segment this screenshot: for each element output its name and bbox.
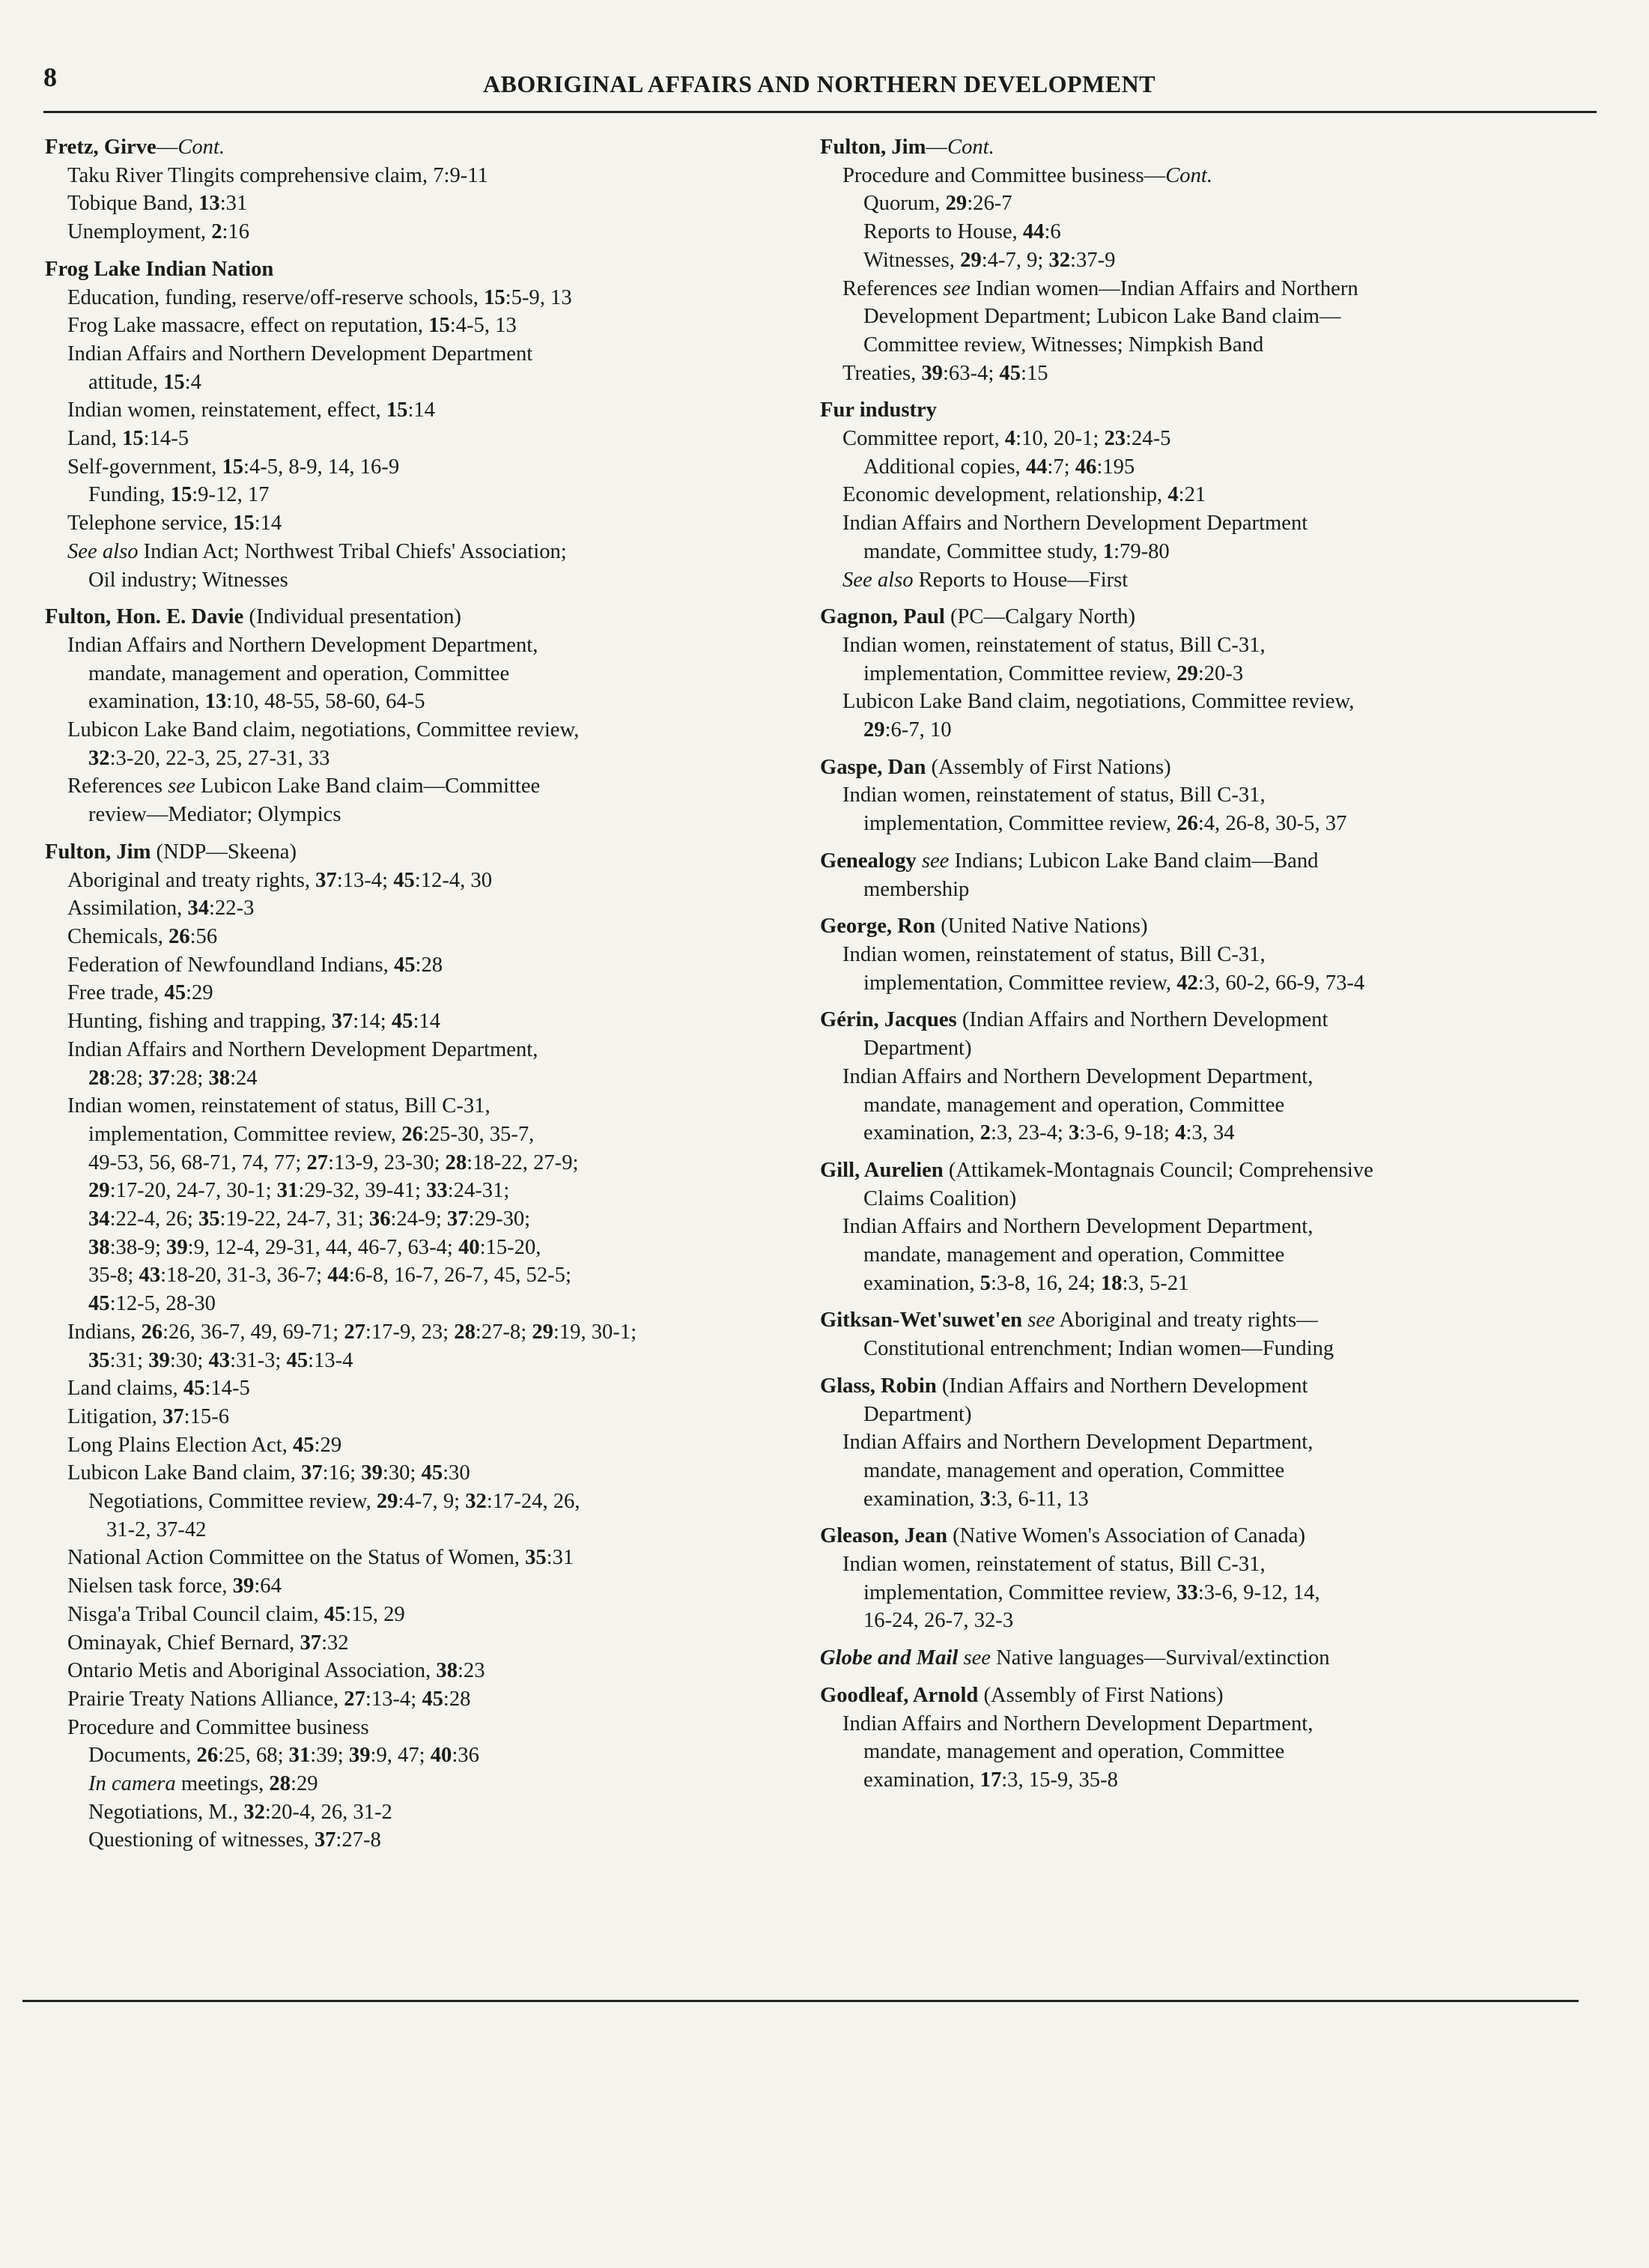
entry-subline: membership bbox=[863, 877, 970, 901]
entry-subline: Telephone service, 15:14 bbox=[67, 512, 282, 536]
entry-subline: Indian women, reinstatement of status, Bill C-31, bbox=[842, 633, 1266, 657]
entry-subline: References see Indian women—Indian Affairs and Northern bbox=[842, 276, 1358, 300]
entry-subline: Committee report, 4:10, 20-1; 23:24-5 bbox=[842, 427, 1171, 451]
entry-subline: Hunting, fishing and trapping, 37:14; 45:14 bbox=[67, 1010, 440, 1034]
entry-subline: Quorum, 29:26-7 bbox=[863, 192, 1012, 216]
entry-heading: Fretz, Girve—Cont. bbox=[45, 136, 225, 159]
entry-subline: examination, 2:3, 23-4; 3:3-6, 9-18; 4:3, 34 bbox=[863, 1121, 1235, 1145]
entry-subline: Land claims, 45:14-5 bbox=[67, 1377, 250, 1401]
entry-subline: implementation, Committee review, 33:3-6, 9-12, 14, bbox=[863, 1580, 1320, 1604]
entry-subline: Unemployment, 2:16 bbox=[67, 220, 250, 244]
entry-subline: Indian Affairs and Northern Development Department, bbox=[67, 1037, 538, 1061]
entry-subline: References see Lubicon Lake Band claim—Committee bbox=[67, 774, 541, 798]
entry-subline: Procedure and Committee business bbox=[67, 1715, 369, 1739]
entry-subline: Documents, 26:25, 68; 31:39; 39:9, 47; 40:36 bbox=[88, 1744, 479, 1768]
entry-subline: mandate, management and operation, Committee bbox=[863, 1093, 1285, 1117]
entry-subline: 29:6-7, 10 bbox=[863, 718, 952, 742]
entry-subline: Self-government, 15:4-5, 8-9, 14, 16-9 bbox=[67, 455, 400, 479]
entry-heading: George, Ron (United Native Nations) bbox=[820, 915, 1148, 939]
entry-subline: Department) bbox=[863, 1037, 972, 1061]
entry-subline: examination, 17:3, 15-9, 35-8 bbox=[863, 1768, 1118, 1792]
index-entry bbox=[45, 133, 816, 246]
footer-rule bbox=[22, 2000, 1579, 2002]
entry-subline: implementation, Committee review, 29:20-3 bbox=[863, 661, 1244, 685]
entry-subline: Indian Affairs and Northern Development Department, bbox=[842, 1431, 1314, 1455]
entry-subline: Federation of Newfoundland Indians, 45:28 bbox=[67, 953, 443, 977]
entry-subline: Economic development, relationship, 4:21 bbox=[842, 483, 1206, 507]
entry-subline: Witnesses, 29:4-7, 9; 32:37-9 bbox=[863, 248, 1116, 272]
entry-subline: 35-8; 43:18-20, 31-3, 36-7; 44:6-8, 16-7, 26-7, 45, 52-5; bbox=[88, 1264, 571, 1288]
entry-subline: Indian Affairs and Northern Development Department, bbox=[842, 1711, 1314, 1735]
entry-subline: mandate, management and operation, Committee bbox=[863, 1243, 1285, 1267]
entry-subline: Education, funding, reserve/off-reserve schools, 15:5-9, 13 bbox=[67, 285, 572, 309]
index-entry bbox=[820, 912, 1599, 997]
entry-heading: Fulton, Jim (NDP—Skeena) bbox=[45, 840, 297, 864]
entry-subline: 31-2, 37-42 bbox=[106, 1517, 207, 1541]
index-entry bbox=[820, 133, 1599, 387]
entry-subline: 35:31; 39:30; 43:31-3; 45:13-4 bbox=[88, 1348, 353, 1372]
entry-subline: mandate, management and operation, Committee bbox=[88, 661, 510, 685]
entry-subline: Indian Affairs and Northern Development Department, bbox=[67, 633, 538, 657]
entry-subline: 45:12-5, 28-30 bbox=[88, 1292, 216, 1316]
entry-subline: Land, 15:14-5 bbox=[67, 427, 189, 451]
index-entry bbox=[45, 603, 816, 829]
index-entry bbox=[820, 1372, 1599, 1514]
entry-subline: implementation, Committee review, 26:4, 26-8, 30-5, 37 bbox=[863, 812, 1347, 836]
page-header bbox=[43, 61, 1595, 114]
entry-subline: Indian Affairs and Northern Development Department, bbox=[842, 1215, 1314, 1239]
index-column-left bbox=[45, 133, 816, 1864]
entry-heading: Gleason, Jean (Native Women's Association of Canada) bbox=[820, 1524, 1305, 1548]
entry-subline: Lubicon Lake Band claim, negotiations, Committee review, bbox=[67, 718, 580, 742]
entry-subline: Nielsen task force, 39:64 bbox=[67, 1574, 282, 1598]
entry-heading: Globe and Mail see Native languages—Survival/extinction bbox=[820, 1646, 1330, 1670]
entry-subline: Oil industry; Witnesses bbox=[88, 568, 288, 592]
entry-subline: Long Plains Election Act, 45:29 bbox=[67, 1433, 342, 1457]
entry-subline: examination, 5:3-8, 16, 24; 18:3, 5-21 bbox=[863, 1271, 1189, 1295]
page-number: 8 bbox=[43, 62, 57, 92]
index-entry bbox=[820, 603, 1599, 745]
entry-heading: Fulton, Jim—Cont. bbox=[820, 136, 994, 159]
entry-subline: 49-53, 56, 68-71, 74, 77; 27:13-9, 23-30; 28:18-22, 27-9; bbox=[88, 1150, 579, 1174]
entry-subline: Frog Lake massacre, effect on reputation, 15:4-5, 13 bbox=[67, 314, 517, 338]
entry-subline: Aboriginal and treaty rights, 37:13-4; 45:12-4, 30 bbox=[67, 868, 493, 892]
entry-subline: Ominayak, Chief Bernard, 37:32 bbox=[67, 1631, 349, 1655]
entry-subline: Free trade, 45:29 bbox=[67, 981, 213, 1005]
entry-subline: attitude, 15:4 bbox=[88, 370, 201, 394]
entry-subline: Indian Affairs and Northern Development Department bbox=[67, 342, 533, 366]
entry-heading: Frog Lake Indian Nation bbox=[45, 257, 274, 281]
entry-subline: 34:22-4, 26; 35:19-22, 24-7, 31; 36:24-9; 37:29-30; bbox=[88, 1207, 531, 1231]
entry-subline: 38:38-9; 39:9, 12-4, 29-31, 44, 46-7, 63-4; 40:15-20, bbox=[88, 1235, 541, 1259]
running-head: ABORIGINAL AFFAIRS AND NORTHERN DEVELOPMENT bbox=[482, 70, 1156, 97]
entry-heading: Goodleaf, Arnold (Assembly of First Nations) bbox=[820, 1683, 1224, 1707]
entry-subline: Indian women, reinstatement, effect, 15:14 bbox=[67, 398, 435, 422]
entry-subline: 32:3-20, 22-3, 25, 27-31, 33 bbox=[88, 746, 330, 770]
entry-subline: mandate, management and operation, Committee bbox=[863, 1458, 1285, 1482]
entry-subline: examination, 13:10, 48-55, 58-60, 64-5 bbox=[88, 690, 425, 714]
entry-subline: Nisga'a Tribal Council claim, 45:15, 29 bbox=[67, 1602, 405, 1626]
entry-subline: Ontario Metis and Aboriginal Association, 38:23 bbox=[67, 1659, 485, 1683]
entry-subline: See also Indian Act; Northwest Tribal Chiefs' Association; bbox=[67, 539, 567, 563]
entry-subline: review—Mediator; Olympics bbox=[88, 803, 341, 827]
entry-subline: Indian Affairs and Northern Development Department bbox=[842, 512, 1308, 536]
entry-subline: Questioning of witnesses, 37:27-8 bbox=[88, 1828, 381, 1852]
entry-subline: Indian Affairs and Northern Development Department, bbox=[842, 1064, 1314, 1088]
entry-heading: Glass, Robin (Indian Affairs and Northern Development bbox=[820, 1374, 1308, 1398]
entry-subline: implementation, Committee review, 26:25-30, 35-7, bbox=[88, 1122, 535, 1146]
index-entry bbox=[820, 1522, 1599, 1635]
index-entry bbox=[820, 847, 1599, 903]
entry-subline: Negotiations, Committee review, 29:4-7, 9; 32:17-24, 26, bbox=[88, 1490, 580, 1514]
entry-subline: mandate, Committee study, 1:79-80 bbox=[863, 539, 1170, 563]
entry-subline: Chemicals, 26:56 bbox=[67, 924, 218, 948]
entry-subline: Prairie Treaty Nations Alliance, 27:13-4; 45:28 bbox=[67, 1687, 471, 1711]
index-entry bbox=[820, 1306, 1599, 1362]
entry-subline: Indians, 26:26, 36-7, 49, 69-71; 27:17-9, 23; 28:27-8; 29:19, 30-1; bbox=[67, 1320, 637, 1344]
entry-subline: Litigation, 37:15-6 bbox=[67, 1404, 230, 1428]
index-column-right bbox=[820, 133, 1599, 1804]
index-entry bbox=[820, 754, 1599, 838]
index-entry bbox=[820, 1156, 1599, 1298]
entry-subline: Development Department; Lubicon Lake Band claim— bbox=[863, 305, 1341, 329]
entry-subline: Funding, 15:9-12, 17 bbox=[88, 483, 270, 507]
index-entry bbox=[820, 396, 1599, 594]
entry-subline: 16-24, 26-7, 32-3 bbox=[863, 1609, 1014, 1633]
entry-subline: Indian women, reinstatement of status, Bill C-31, bbox=[842, 783, 1266, 807]
entry-heading: Gitksan-Wet'suwet'en see Aboriginal and treaty rights— bbox=[820, 1309, 1318, 1332]
entry-subline: Indian women, reinstatement of status, Bill C-31, bbox=[842, 942, 1266, 966]
entry-subline: examination, 3:3, 6-11, 13 bbox=[863, 1487, 1089, 1511]
entry-subline: See also Reports to House—First bbox=[842, 568, 1129, 592]
entry-subline: Additional copies, 44:7; 46:195 bbox=[863, 455, 1135, 479]
entry-heading: Genealogy see Indians; Lubicon Lake Band claim—Band bbox=[820, 849, 1319, 873]
header-rule bbox=[43, 111, 1597, 113]
entry-subline: Reports to House, 44:6 bbox=[863, 220, 1061, 244]
entry-subline: Taku River Tlingits comprehensive claim, 7:9-11 bbox=[67, 163, 488, 187]
entry-subline: Indian women, reinstatement of status, Bill C-31, bbox=[842, 1553, 1266, 1577]
entry-heading: Gill, Aurelien (Attikamek-Montagnais Council; Comprehensive bbox=[820, 1158, 1373, 1182]
entry-heading: Gaspe, Dan (Assembly of First Nations) bbox=[820, 755, 1171, 779]
entry-subline: Department) bbox=[863, 1402, 972, 1426]
entry-heading: Gérin, Jacques (Indian Affairs and Northern Development bbox=[820, 1008, 1328, 1032]
entry-heading: Gagnon, Paul (PC—Calgary North) bbox=[820, 605, 1135, 629]
entry-subline: Lubicon Lake Band claim, negotiations, Committee review, bbox=[842, 690, 1355, 714]
entry-subline: Constitutional entrenchment; Indian women—Funding bbox=[863, 1337, 1334, 1361]
entry-subline: mandate, management and operation, Committee bbox=[863, 1740, 1285, 1764]
entry-subline: Claims Coalition) bbox=[863, 1186, 1017, 1210]
entry-subline: Indian women, reinstatement of status, Bill C-31, bbox=[67, 1094, 491, 1118]
entry-subline: implementation, Committee review, 42:3, 60-2, 66-9, 73-4 bbox=[863, 971, 1365, 995]
entry-subline: National Action Committee on the Status of Women, 35:31 bbox=[67, 1546, 574, 1570]
entry-subline: Lubicon Lake Band claim, 37:16; 39:30; 45:30 bbox=[67, 1461, 470, 1485]
entry-heading: Fur industry bbox=[820, 398, 937, 422]
index-entry bbox=[45, 838, 816, 1855]
entry-subline: Treaties, 39:63-4; 45:15 bbox=[842, 361, 1048, 385]
entry-subline: Committee review, Witnesses; Nimpkish Band bbox=[863, 333, 1264, 357]
entry-subline: 28:28; 37:28; 38:24 bbox=[88, 1066, 258, 1090]
entry-subline: Procedure and Committee business—Cont. bbox=[842, 163, 1212, 187]
entry-subline: Negotiations, M., 32:20-4, 26, 31-2 bbox=[88, 1800, 392, 1824]
index-entry bbox=[45, 255, 816, 594]
entry-subline: Assimilation, 34:22-3 bbox=[67, 897, 255, 921]
entry-heading: Fulton, Hon. E. Davie (Individual presentation) bbox=[45, 605, 461, 629]
index-entry bbox=[820, 1644, 1599, 1673]
index-entry bbox=[820, 1682, 1599, 1795]
index-entry bbox=[820, 1006, 1599, 1147]
entry-subline: 29:17-20, 24-7, 30-1; 31:29-32, 39-41; 33:24-31; bbox=[88, 1179, 510, 1203]
entry-subline: In camera meetings, 28:29 bbox=[88, 1772, 318, 1796]
entry-subline: Tobique Band, 13:31 bbox=[67, 192, 248, 216]
